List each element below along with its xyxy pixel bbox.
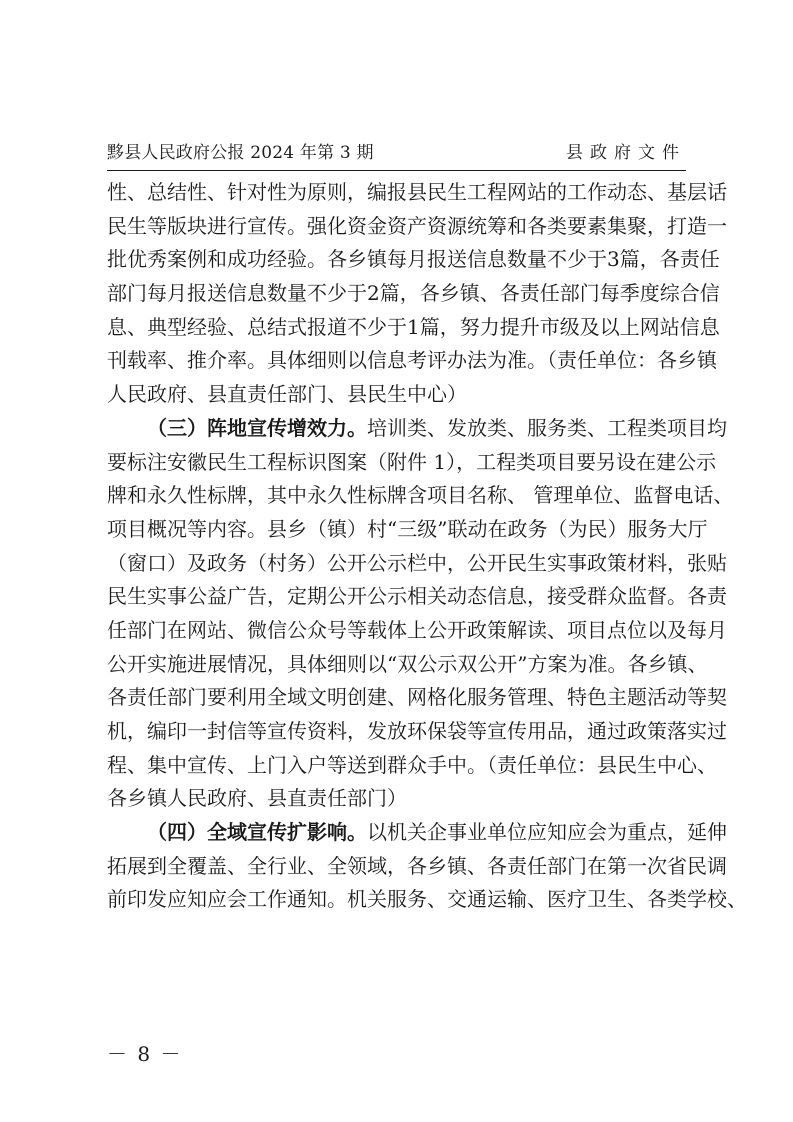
text-line: 项目概况等内容。县乡（镇）村“三级”联动在政务（为民）服务大厅 bbox=[107, 516, 708, 541]
text-line: 任部门在网站、微信公众号等载体上公开政策解读、项目点位以及每月 bbox=[107, 617, 727, 642]
text-line: 各乡镇人民政府、县直责任部门） bbox=[107, 786, 407, 811]
paragraph-continued bbox=[107, 176, 727, 412]
text-run: 培训类、发放类、服务类、工程类项目均 bbox=[367, 415, 727, 440]
body-text bbox=[107, 176, 747, 917]
text-line: 各责任部门要利用全域文明创建、网格化服务管理、特色主题活动等契 bbox=[107, 685, 727, 710]
text-line: （窗口）及政务（村务）公开公示栏中，公开民生实事政策材料，张贴 bbox=[107, 550, 727, 575]
text-line: 人民政府、县直责任部门、县民生中心） bbox=[107, 382, 467, 407]
publication-title: 黟县人民政府公报 2024 年第 3 期 bbox=[107, 143, 374, 163]
text-line: 民生实事公益广告，定期公开公示相关动态信息，接受群众监督。各责 bbox=[107, 584, 727, 609]
text-line: 性、总结性、针对性为原则，编报县民生工程网站的工作动态、基层话 bbox=[107, 180, 727, 204]
text-line bbox=[107, 412, 727, 446]
paragraph-position-publicity bbox=[107, 412, 734, 816]
text-line bbox=[107, 816, 727, 850]
text-line: 牌和永久性标牌，其中永久性标牌含项目名称、 管理单位、监督电话、 bbox=[107, 483, 734, 508]
text-line: 民生等版块进行宣传。强化资金资产资源统筹和各类要素集聚，打造一 bbox=[107, 213, 727, 238]
text-line: 批优秀案例和成功经验。各乡镇每月报送信息数量不少于3篇，各责任 bbox=[107, 247, 720, 272]
section-heading: （三）阵地宣传增效力。 bbox=[147, 415, 367, 440]
text-line: 机，编印一封信等宣传资料，发放环保袋等宣传用品，通过政策落实过 bbox=[107, 719, 727, 743]
text-line: 程、集中宣传、上门入户等送到群众手中。（责任单位：县民生中心、 bbox=[107, 752, 717, 777]
page-number: － 8 － bbox=[107, 1042, 183, 1066]
text-run: 以机关企事业单位应知应会为重点，延伸 bbox=[367, 820, 727, 845]
section-heading: （四）全域宣传扩影响。 bbox=[147, 820, 367, 845]
text-line: 公开实施进展情况，具体细则以“双公示双公开”方案为准。各乡镇、 bbox=[107, 651, 708, 676]
section-title: 县政府文件 bbox=[566, 143, 686, 163]
text-line: 拓展到全覆盖、全行业、全领域，各乡镇、各责任部门在第一次省民调 bbox=[107, 853, 727, 878]
text-line: 刊载率、推介率。具体细则以信息考评办法为准。（责任单位：各乡镇 bbox=[107, 348, 717, 373]
text-line: 部门每月报送信息数量不少于2篇，各乡镇、各责任部门每季度综合信 bbox=[107, 281, 720, 306]
text-line: 要标注安徽民生工程标识图案（附件 1），工程类项目要另设在建公示 bbox=[107, 449, 717, 474]
running-header bbox=[107, 142, 686, 171]
text-line: 息、典型经验、总结式报道不少于1篇，努力提升市级及以上网站信息 bbox=[107, 314, 720, 339]
text-line: 前印发应知应会工作通知。机关服务、交通运输、医疗卫生、各类学校、 bbox=[107, 887, 747, 912]
paragraph-full-coverage-publicity bbox=[107, 816, 747, 917]
